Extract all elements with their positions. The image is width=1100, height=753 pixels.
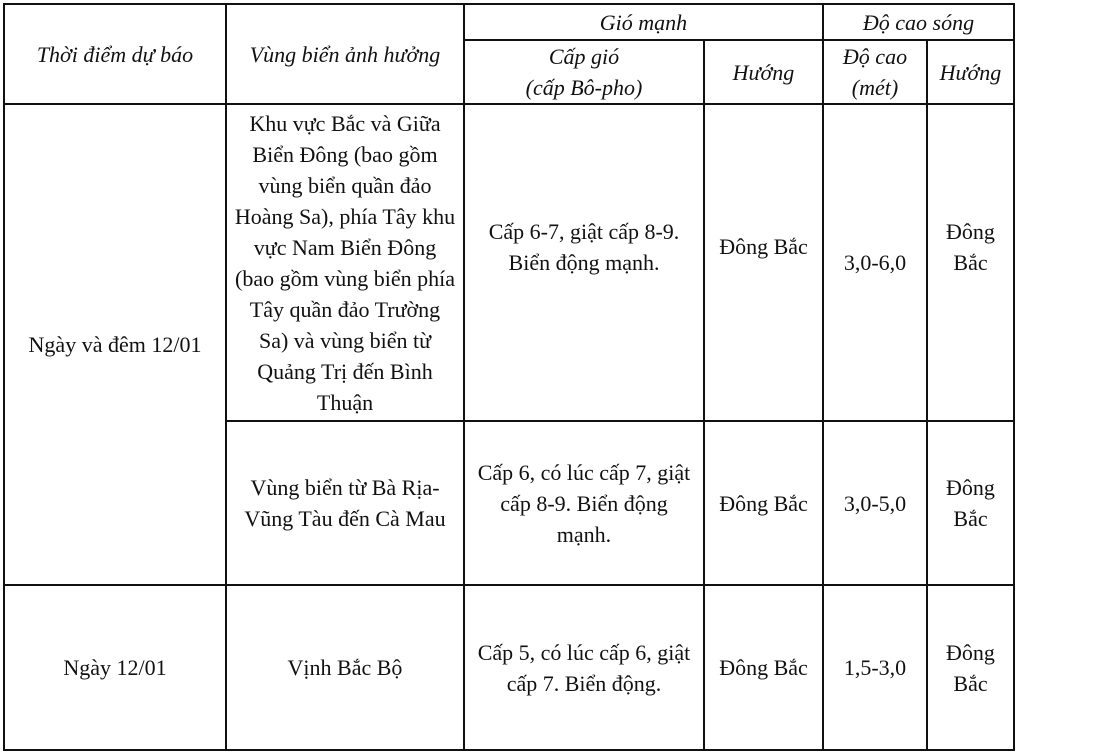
wave-direction-cell: Đông Bắc: [927, 421, 1014, 585]
header-wave-direction: Hướng: [927, 40, 1014, 104]
wind-level-cell: Cấp 6, có lúc cấp 7, giật cấp 8-9. Biển động mạnh.: [464, 421, 704, 585]
wave-height-cell: 3,0-5,0: [823, 421, 927, 585]
forecast-time-cell: Ngày và đêm 12/01: [4, 104, 226, 585]
wave-height-cell: 1,5-3,0: [823, 585, 927, 750]
wave-direction-cell: Đông Bắc: [927, 585, 1014, 750]
table-row: [4, 585, 1014, 750]
wind-level-text: Cấp 6-7, giật cấp 8-9. Biển động mạnh.: [488, 218, 680, 275]
header-affected-area: Vùng biển ảnh hưởng: [226, 4, 464, 104]
wave-direction-text: Đông Bắc: [946, 218, 995, 275]
header-strong-wind: Gió mạnh: [464, 4, 823, 40]
wind-direction-cell: Đông Bắc: [704, 421, 823, 585]
area-cell: Khu vực Bắc và Giữa Biển Đông (bao gồm vùng biển quần đảo Hoàng Sa), phía Tây khu vực Nam Biển Đông (bao gồm vùng biển phía Tây quần đảo Trường Sa) và vùng biển từ Quảng Trị đến Bình Thuận: [226, 104, 464, 421]
wind-direction-cell: Đông Bắc: [704, 585, 823, 750]
header-wave-height-group: Độ cao sóng: [823, 4, 1014, 40]
header-wave-height-line2: (mét): [851, 75, 899, 100]
header-wind-direction: Hướng: [704, 40, 823, 104]
header-wave-height-line1: Độ cao: [842, 44, 908, 69]
sea-forecast-table: [3, 3, 1015, 751]
header-row-1: [4, 4, 1014, 40]
wind-direction-cell: [704, 104, 823, 421]
forecast-time-cell: Ngày 12/01: [4, 585, 226, 750]
header-forecast-time: Thời điểm dự báo: [4, 4, 226, 104]
header-wind-level: [464, 40, 704, 104]
wind-level-cell: [464, 104, 704, 421]
header-wind-level-line2: (cấp Bô-pho): [525, 75, 643, 100]
wind-level-cell: Cấp 5, có lúc cấp 6, giật cấp 7. Biển động.: [464, 585, 704, 750]
wave-height-cell: 3,0-6,0: [823, 104, 927, 421]
wind-direction-text: Đông Bắc: [719, 234, 808, 259]
area-cell: Vùng biển từ Bà Rịa-Vũng Tàu đến Cà Mau: [226, 421, 464, 585]
table-row: [4, 104, 1014, 421]
header-wave-height: [823, 40, 927, 104]
header-wind-level-line1: Cấp gió: [548, 44, 620, 69]
area-cell: Vịnh Bắc Bộ: [226, 585, 464, 750]
wave-direction-cell: [927, 104, 1014, 421]
